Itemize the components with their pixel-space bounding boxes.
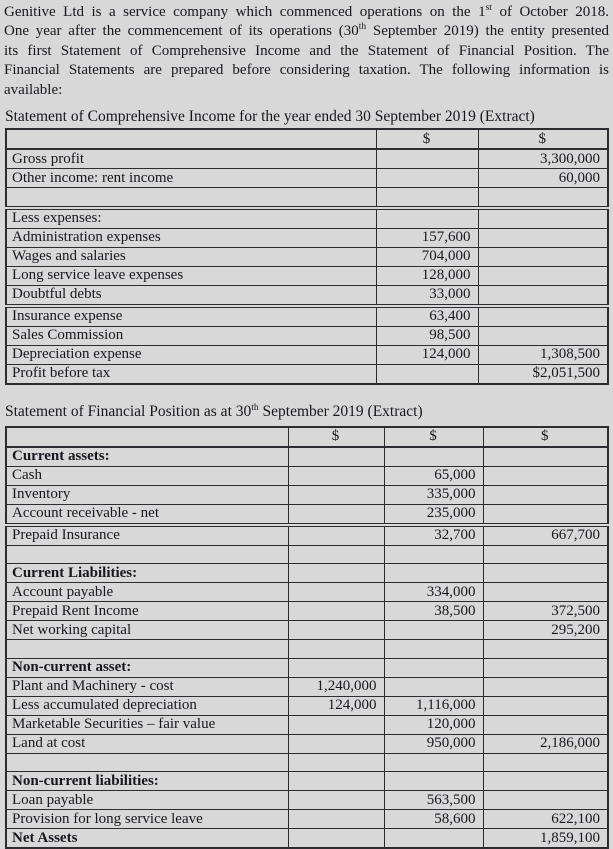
table-row (6, 345, 608, 364)
amount-cell (376, 149, 478, 169)
amount-cell (288, 810, 384, 829)
row-label-cell: Prepaid Rent Income (6, 602, 288, 621)
amount-cell: 372,500 (483, 602, 608, 621)
amount-cell (483, 791, 608, 810)
amount-cell (288, 791, 384, 810)
row-label-cell (6, 545, 288, 564)
row-label-cell: Administration expenses (6, 228, 376, 247)
amount-cell: 58,600 (384, 810, 483, 829)
row-label-cell: Doubtful debts (6, 285, 376, 306)
amount-cell (483, 466, 608, 485)
ordinal-superscript: th (251, 402, 259, 413)
amount-cell (384, 658, 483, 677)
table-row (6, 247, 608, 266)
blank-row (6, 188, 608, 208)
amount-cell (483, 772, 608, 791)
table-row (6, 504, 608, 525)
amount-cell (483, 504, 608, 525)
amount-cell: 124,000 (376, 345, 478, 364)
financial-position-title: Statement of Financial Position as at 30th September 2019 (Extract) (5, 402, 423, 420)
amount-cell (288, 734, 384, 753)
row-label-cell: Less accumulated depreciation (6, 696, 288, 715)
amount-cell (288, 564, 384, 583)
table-row (6, 466, 608, 485)
currency-header-cell: $ (384, 427, 483, 447)
table-row (6, 583, 608, 602)
row-label-cell: Current Liabilities: (6, 564, 288, 583)
table-row (6, 306, 608, 327)
amount-cell (483, 447, 608, 467)
intro-line: available: (4, 81, 63, 98)
amount-cell: 334,000 (384, 583, 483, 602)
amount-cell: 235,000 (384, 504, 483, 525)
row-label-cell: Land at cost (6, 734, 288, 753)
table-row (6, 228, 608, 247)
amount-cell (478, 326, 608, 345)
amount-cell (288, 583, 384, 602)
amount-cell (288, 621, 384, 640)
amount-cell (376, 364, 478, 384)
table-row (6, 208, 608, 229)
amount-cell (288, 640, 384, 659)
row-label-cell: Account payable (6, 583, 288, 602)
amount-cell (483, 545, 608, 564)
amount-cell (478, 188, 608, 208)
income-statement-table (5, 128, 609, 385)
amount-cell: 63,400 (376, 306, 478, 327)
amount-cell (288, 485, 384, 504)
table-row (6, 791, 608, 810)
amount-cell: 335,000 (384, 485, 483, 504)
amount-cell: 124,000 (288, 696, 384, 715)
amount-cell: 622,100 (483, 810, 608, 829)
row-label-cell: Net working capital (6, 621, 288, 640)
amount-cell (384, 447, 483, 467)
row-label-cell: Non-current asset: (6, 658, 288, 677)
financial-position-table (5, 426, 609, 849)
table-row (6, 772, 608, 791)
row-label-cell (6, 753, 288, 772)
currency-header-cell: $ (478, 129, 608, 149)
intro-line: Financial Statements are prepared before considering taxation. The following information is (4, 62, 609, 79)
currency-header-cell: $ (288, 427, 384, 447)
row-label-cell: Account receivable - net (6, 504, 288, 525)
amount-cell (288, 602, 384, 621)
row-label-cell: Provision for long service leave (6, 810, 288, 829)
amount-cell (288, 658, 384, 677)
amount-cell (483, 696, 608, 715)
intro-line: Genitive Ltd is a service company which commenced operations on the 1st of October 2018. (4, 3, 610, 20)
row-label-cell: Plant and Machinery - cost (6, 677, 288, 696)
row-label-cell: Less expenses: (6, 208, 376, 229)
amount-cell (288, 772, 384, 791)
intro-line: One year after the commencement of its operations (30th September 2019) the entity presented (4, 22, 609, 40)
blank-row (6, 753, 608, 772)
row-label-cell: Loan payable (6, 791, 288, 810)
table-row (6, 829, 608, 849)
table-row (6, 658, 608, 677)
row-label-cell: Depreciation expense (6, 345, 376, 364)
currency-header-cell: $ (376, 129, 478, 149)
amount-cell: 98,500 (376, 326, 478, 345)
amount-cell (384, 621, 483, 640)
amount-cell: 157,600 (376, 228, 478, 247)
amount-cell (478, 247, 608, 266)
amount-cell (376, 169, 478, 188)
table-row (6, 564, 608, 583)
row-label-cell: Marketable Securities – fair value (6, 715, 288, 734)
table-row (6, 285, 608, 306)
amount-cell: 1,240,000 (288, 677, 384, 696)
amount-cell (384, 677, 483, 696)
table-row (6, 696, 608, 715)
amount-cell (483, 583, 608, 602)
amount-cell (478, 285, 608, 306)
amount-cell: 60,000 (478, 169, 608, 188)
amount-cell: 38,500 (384, 602, 483, 621)
row-label-cell (6, 188, 376, 208)
amount-cell (288, 829, 384, 849)
intro-line: its first Statement of Comprehensive Income and the Statement of Financial Position. The (4, 42, 609, 59)
amount-cell (384, 640, 483, 659)
amount-cell (384, 772, 483, 791)
table-row (6, 169, 608, 188)
row-label-cell: Other income: rent income (6, 169, 376, 188)
row-label-cell: Sales Commission (6, 326, 376, 345)
amount-cell: 295,200 (483, 621, 608, 640)
intro-paragraph (4, 3, 609, 100)
table-row (6, 677, 608, 696)
table-row (6, 485, 608, 504)
amount-cell: 33,000 (376, 285, 478, 306)
row-label-cell: Insurance expense (6, 306, 376, 327)
table-row (6, 602, 608, 621)
row-label-cell: Long service leave expenses (6, 266, 376, 285)
amount-cell (483, 640, 608, 659)
amount-cell: $2,051,500 (478, 364, 608, 384)
amount-cell: 3,300,000 (478, 149, 608, 169)
amount-cell (478, 208, 608, 229)
row-label-cell: Prepaid Insurance (6, 525, 288, 546)
row-label-cell: Non-current liabilities: (6, 772, 288, 791)
amount-cell (384, 564, 483, 583)
amount-cell: 128,000 (376, 266, 478, 285)
table-row (6, 447, 608, 467)
table-row (6, 525, 608, 546)
table-row (6, 715, 608, 734)
ordinal-superscript: th (358, 22, 367, 33)
amount-cell (376, 188, 478, 208)
table-row (6, 326, 608, 345)
amount-cell (478, 266, 608, 285)
amount-cell (376, 208, 478, 229)
row-label-cell: Gross profit (6, 149, 376, 169)
amount-cell (288, 504, 384, 525)
header-label-cell (6, 427, 288, 447)
amount-cell: 563,500 (384, 791, 483, 810)
amount-cell (384, 545, 483, 564)
amount-cell: 704,000 (376, 247, 478, 266)
ordinal-superscript: st (485, 3, 492, 13)
table-row (6, 734, 608, 753)
amount-cell: 667,700 (483, 525, 608, 546)
amount-cell (483, 658, 608, 677)
row-label-cell: Cash (6, 466, 288, 485)
row-label-cell: Net Assets (6, 829, 288, 849)
amount-cell: 65,000 (384, 466, 483, 485)
amount-cell (288, 715, 384, 734)
amount-cell (483, 715, 608, 734)
amount-cell (288, 525, 384, 546)
amount-cell (384, 753, 483, 772)
row-label-cell: Wages and salaries (6, 247, 376, 266)
amount-cell (483, 753, 608, 772)
income-statement-title: Statement of Comprehensive Income for the year ended 30 September 2019 (Extract) (5, 108, 535, 126)
table-row (6, 621, 608, 640)
amount-cell (483, 677, 608, 696)
table-row (6, 810, 608, 829)
amount-cell: 2,186,000 (483, 734, 608, 753)
amount-cell (483, 564, 608, 583)
table-header-row (6, 129, 608, 149)
amount-cell: 1,859,100 (483, 829, 608, 849)
amount-cell (384, 829, 483, 849)
table-row (6, 364, 608, 384)
amount-cell (288, 447, 384, 467)
amount-cell (483, 485, 608, 504)
amount-cell (288, 466, 384, 485)
table-row (6, 149, 608, 169)
amount-cell (288, 545, 384, 564)
amount-cell: 120,000 (384, 715, 483, 734)
amount-cell (478, 306, 608, 327)
amount-cell: 32,700 (384, 525, 483, 546)
amount-cell (478, 228, 608, 247)
amount-cell: 1,308,500 (478, 345, 608, 364)
blank-row (6, 545, 608, 564)
table-row (6, 266, 608, 285)
row-label-cell: Profit before tax (6, 364, 376, 384)
amount-cell: 950,000 (384, 734, 483, 753)
row-label-cell: Inventory (6, 485, 288, 504)
header-label-cell (6, 129, 376, 149)
currency-header-cell: $ (483, 427, 608, 447)
blank-row (6, 640, 608, 659)
row-label-cell (6, 640, 288, 659)
row-label-cell: Current assets: (6, 447, 288, 467)
table-header-row (6, 427, 608, 447)
amount-cell: 1,116,000 (384, 696, 483, 715)
amount-cell (288, 753, 384, 772)
